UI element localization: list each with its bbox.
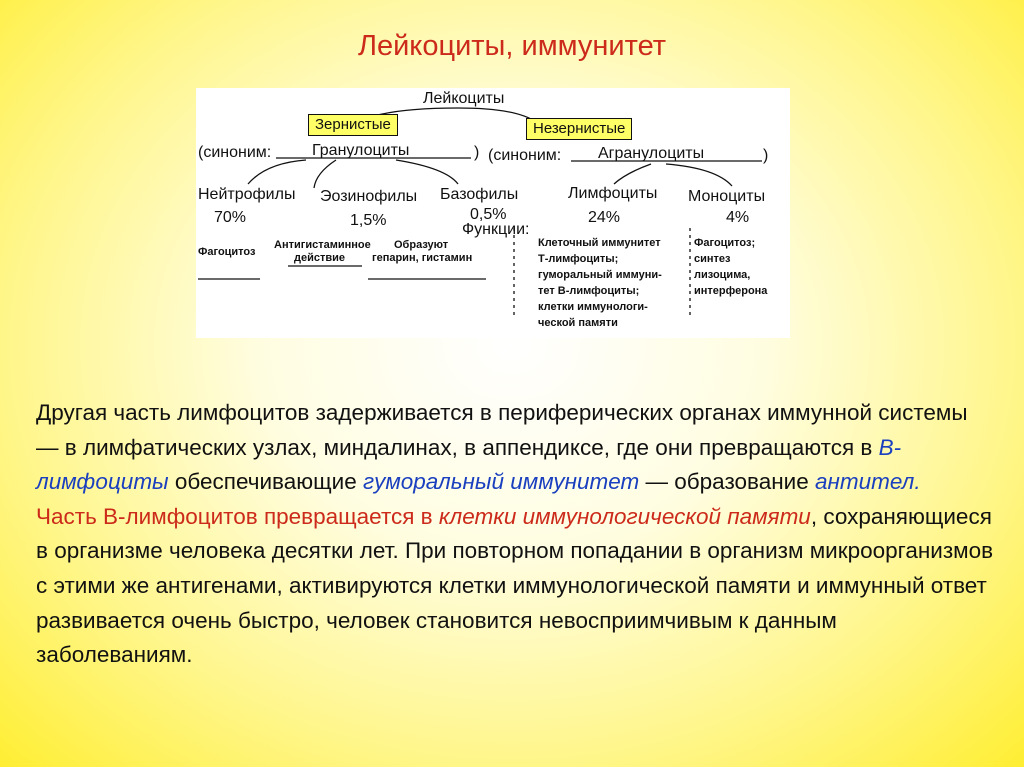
cell-pct-eosinophils: 1,5% (350, 212, 387, 229)
func-monocytes-3: лизоцима, (694, 269, 751, 281)
box-granular: Зернистые (308, 114, 398, 136)
cell-name-eosinophils: Эозинофилы (320, 188, 418, 205)
term-antibodies: антител. (815, 469, 921, 495)
p2-text-c: , сохраняющиеся в организме человека десятки лет. При повторном попадании в организм микроорганизмов с этими же антигенами, активируются клетки иммунологической памяти и иммунный ответ развивается очень быстро, человек становится невосприимчивым к данным заболеваниям. (36, 503, 994, 668)
synonym-left-prefix: (синоним: (198, 144, 272, 161)
func-eosinophils-1: Антигистаминное (274, 239, 371, 251)
func-lymphocytes-1: Клеточный иммунитет (538, 237, 661, 249)
func-monocytes-1: Фагоцитоз; (694, 237, 756, 249)
slide-title: Лейкоциты, иммунитет (357, 30, 667, 62)
func-lymphocytes-2: Т-лимфоциты; (538, 253, 619, 265)
func-lymphocytes-3: гуморальный иммуни- (538, 269, 662, 281)
cell-pct-basophils: 0,5% (470, 206, 507, 223)
term-humoral-immunity: гуморальный иммунитет (362, 469, 640, 495)
cell-name-lymphocytes: Лимфоциты (568, 185, 658, 202)
synonym-right-term: Агранулоциты (598, 145, 705, 162)
term-b-lymphocytes: В-лимфоциты (36, 434, 902, 495)
box-nongranular: Незернистые (526, 118, 632, 140)
synonym-right-prefix: (синоним: (488, 147, 562, 164)
p2-text-a: Часть В-лимфоцитов превращается в (36, 503, 439, 529)
cell-pct-monocytes: 4% (726, 209, 750, 226)
term-memory-cells: клетки иммунологической памяти (438, 503, 811, 529)
func-monocytes-2: синтез (694, 253, 731, 265)
diagram-root: Лейкоциты (423, 90, 505, 107)
func-neutrophils: Фагоцитоз (198, 246, 256, 258)
func-eosinophils-2: действие (294, 252, 346, 264)
leukocyte-diagram (196, 88, 790, 338)
cell-name-monocytes: Моноциты (688, 188, 766, 205)
func-monocytes-4: интерферона (694, 285, 768, 297)
p1-text-c: обеспечивающие (168, 469, 363, 495)
synonym-right-close: ) (763, 147, 769, 164)
cell-pct-lymphocytes: 24% (588, 209, 621, 226)
synonym-left-close: ) (474, 144, 480, 161)
body-text (36, 396, 996, 673)
func-lymphocytes-5: клетки иммунологи- (538, 301, 648, 313)
p1-text-a: Другая часть лимфоцитов задерживается в периферических органах иммунной системы — в лимфатических узлах, миндалинах, в аппендиксе, где они превращаются в (36, 400, 968, 460)
cell-pct-neutrophils: 70% (214, 209, 247, 226)
synonym-left-term: Гранулоциты (312, 142, 410, 159)
functions-label: Функции: (462, 221, 530, 238)
func-basophils-2: гепарин, гистамин (372, 252, 473, 264)
cell-name-neutrophils: Нейтрофилы (198, 186, 296, 203)
cell-name-basophils: Базофилы (440, 186, 519, 203)
func-lymphocytes-4: тет В-лимфоциты; (538, 285, 640, 297)
p1-text-e: — образование (639, 469, 815, 495)
func-basophils-1: Образуют (394, 239, 449, 251)
func-lymphocytes-6: ческой памяти (538, 317, 618, 329)
